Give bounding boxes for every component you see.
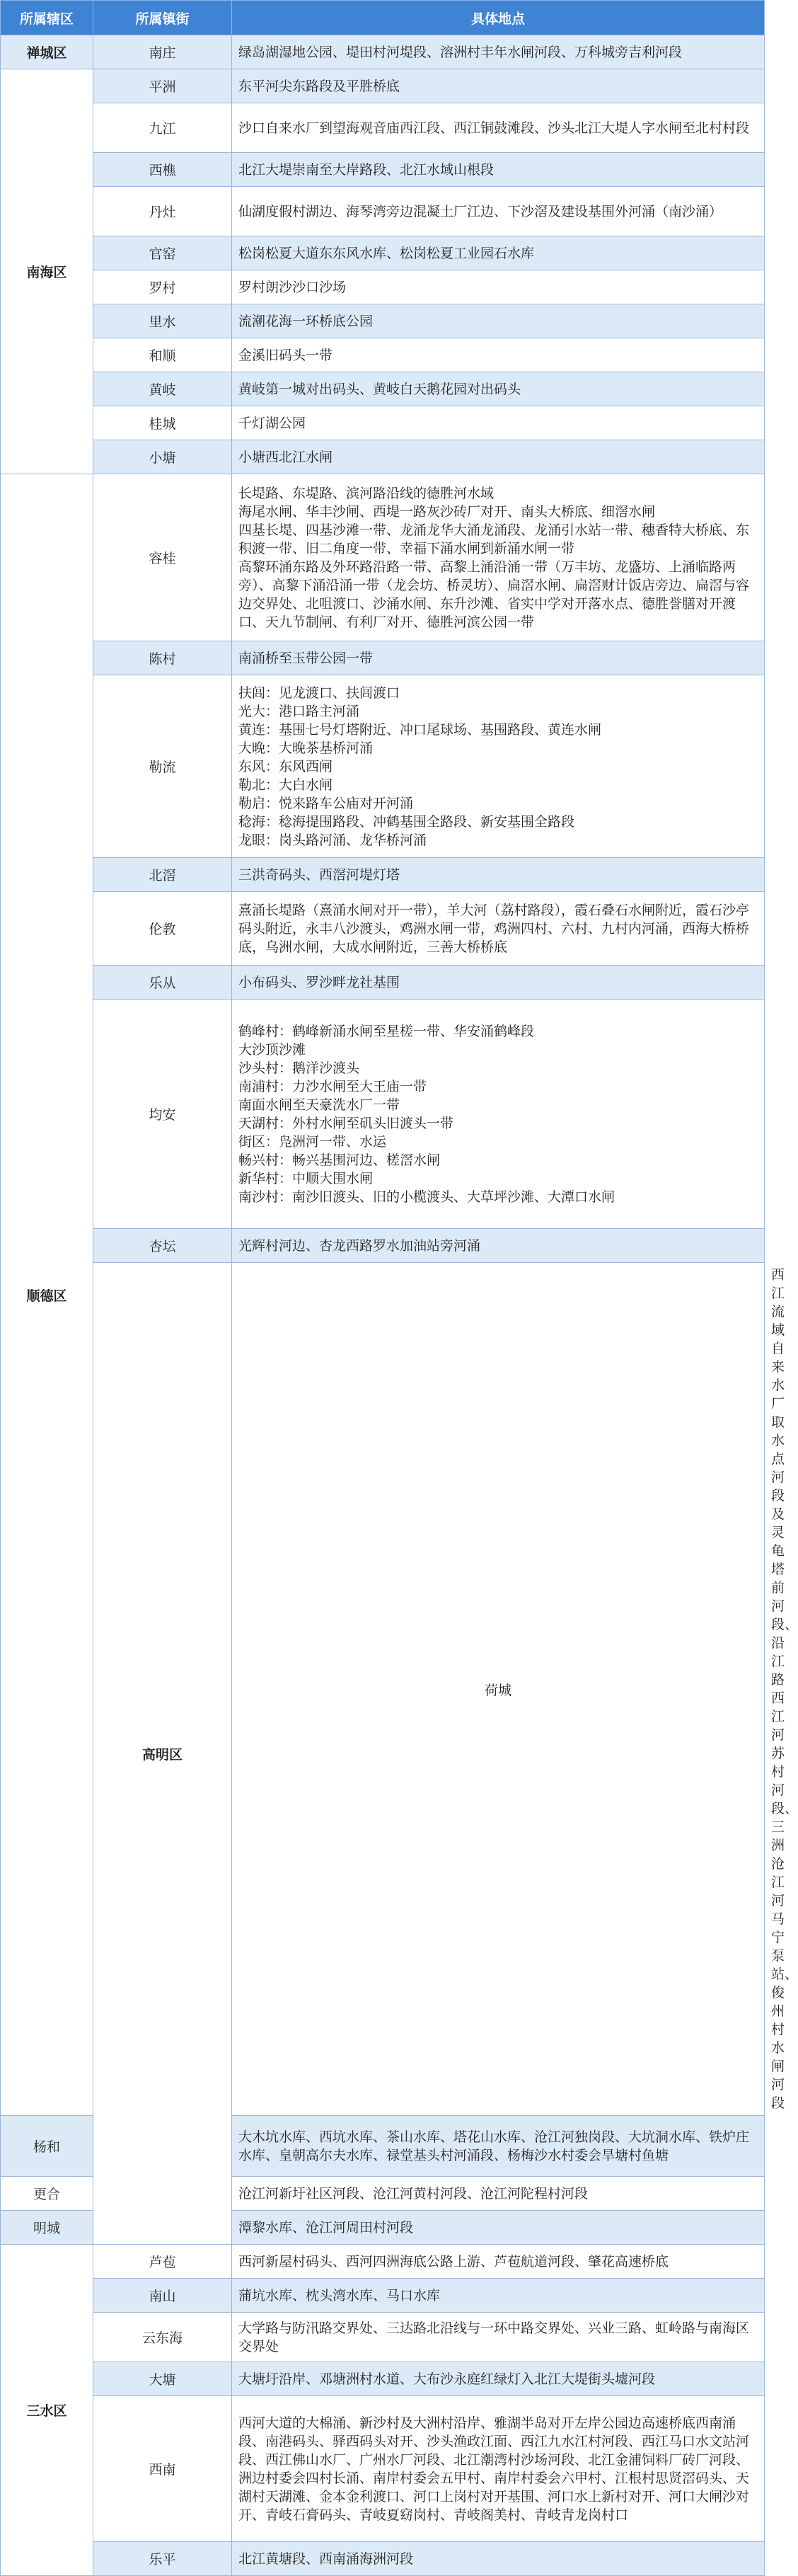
town-cell: 大塘 xyxy=(93,2362,232,2396)
table-row xyxy=(1,966,765,1000)
district-cell: 高明区 xyxy=(93,1263,232,2245)
town-cell: 更合 xyxy=(1,2177,93,2211)
place-cell: 沙口自来水厂到望海观音庙西江段、西江铜鼓滩段、沙头北江大堤人字水闸至北村村段 xyxy=(232,103,765,153)
place-cell: 西河新屋村码头、西河四洲海底公路上游、芦苞航道河段、肇花高速桥底 xyxy=(232,2245,765,2279)
place-cell: 西河大道的大棉涌、新沙村及大洲村沿岸、雅湖半岛对开左岸公园边高速桥底西南涌段、南港码头、驿西码头对开、沙头渔政江面、西江九水江村河段、西江马口水文站河段、西江佛山水厂、广州水厂河段、北江潮湾村沙场河段、北江金浦饲料厂砖厂河段、洲边村委会四村长涌、南岸村委会五甲村、南岸村委会六甲村、江根村思贤滘码头、天湖村天湖滩、金本金利渡口、河口上岗村对开基围、河口水上新村对开、河口大闸沙对开、青岐石膏码头、青岐夏窈岗村、青岐阁美村、青岐青龙岗村口 xyxy=(232,2396,765,2542)
town-cell: 勒流 xyxy=(93,675,232,858)
place-cell: 扶闾：见龙渡口、扶闾渡口 光大：港口路主河涌 黄连：基围七号灯塔附近、冲口尾球场、基围路段、黄连水闸 大晚：大晚茶基桥河涌 东风：东风西闸 勒北：大白水闸 勒启：悦来路车公庙对开河涌 稔海：稔海提围路段、冲鹤基围全路段、新安基围全路段 龙眼：岗头路河涌、龙华桥河涌 xyxy=(232,675,765,858)
place-cell: 仙湖度假村湖边、海琴湾旁边混凝土厂江边、下沙滘及建设基围外河涌（南沙涌） xyxy=(232,187,765,236)
place-cell: 光辉村河边、杏龙西路罗水加油站旁河涌 xyxy=(232,1229,765,1263)
table-row xyxy=(1,103,765,153)
place-cell: 千灯湖公园 xyxy=(232,406,765,440)
place-cell: 松岗松夏大道东东风水库、松岗松夏工业园石水库 xyxy=(232,236,765,270)
place-cell: 罗村朗沙沙口沙场 xyxy=(232,270,765,304)
table-row xyxy=(1,2362,765,2396)
town-cell: 南山 xyxy=(93,2279,232,2313)
place-cell: 北江黄塘段、西南涌海洲河段 xyxy=(232,2542,765,2576)
table-row xyxy=(1,641,765,675)
town-cell: 西樵 xyxy=(93,153,232,187)
place-cell: 鹤峰村：鹤峰新涌水闸至星槎一带、华安涌鹤峰段 大沙顶沙滩 沙头村：鹅洋沙渡头 南浦村：力沙水闸至大王庙一带 南面水闸至天豪洗水厂一带 天湖村：外村水闸至矶头旧渡头一带 街区：凫洲河一带、水运 畅兴村：畅兴基围河边、槎滘水闸 新华村：中顺大围水闸 南沙村：南沙旧渡头、旧的小榄渡头、大草坪沙滩、大潭口水闸 xyxy=(232,1000,765,1229)
district-cell: 禅城区 xyxy=(1,35,93,69)
town-cell: 芦苞 xyxy=(93,2245,232,2279)
town-cell: 桂城 xyxy=(93,406,232,440)
town-cell: 黄岐 xyxy=(93,372,232,406)
place-cell: 流潮花海一环桥底公园 xyxy=(232,304,765,338)
table-row xyxy=(1,304,765,338)
place-cell: 黄岐第一城对出码头、黄岐白天鹅花园对出码头 xyxy=(232,372,765,406)
table-row xyxy=(1,406,765,440)
town-cell: 容桂 xyxy=(93,474,232,641)
town-cell: 和顺 xyxy=(93,338,232,372)
place-cell: 金溪旧码头一带 xyxy=(232,338,765,372)
town-cell: 荷城 xyxy=(232,1263,765,2116)
table-row xyxy=(1,187,765,236)
town-cell: 杏坛 xyxy=(93,1229,232,1263)
place-cell: 大学路与防汛路交界处、三达路北沿线与一环中路交界处、兴业三路、虹岭路与南海区交界处 xyxy=(232,2313,765,2362)
district-cell: 南海区 xyxy=(1,69,93,474)
table-row xyxy=(1,372,765,406)
town-cell: 官窑 xyxy=(93,236,232,270)
district-cell: 三水区 xyxy=(1,2245,93,2576)
town-cell: 陈村 xyxy=(93,641,232,675)
table-row: 高明区 荷城 西江流域自来水厂取水点河段及灵龟塔前河段、沿江路西江河苏村河段、三洲沧江河马宁泵站、俊州村水闸河段 xyxy=(1,1263,765,2116)
table-row xyxy=(1,2542,765,2576)
place-cell: 长堤路、东堤路、滨河路沿线的德胜河水域 海尾水闸、华丰沙闸、西堤一路灰沙砖厂对开、南头大桥底、细滘水闸 四基长堤、四基沙滩一带、龙涌龙华大涌龙涌段、龙涌引水站一带、穗香特大桥底、东积渡一带、旧二角度一带、幸福下涌水闸到新涌水闸一带 高黎环涌东路及外环路沿路一带、高黎上涌沿涌一带（万丰坊、龙盛坊、上涌临路两旁）、高黎下涌沿涌一带（龙会坊、桥灵坊）、扁滘水闸、扁滘财计饭店旁边、扁滘与容边交界处、北咀渡口、沙涌水闸、东升沙滩、省实中学对开落水点、德胜誉膳对开渡口、天九节制闸、有利厂对开、德胜河滨公园一带 xyxy=(232,474,765,641)
table-row xyxy=(1,69,765,103)
town-cell: 西南 xyxy=(93,2396,232,2542)
place-cell: 熹涌长堤路（熹涌水闸对开一带），羊大河（荔村路段），霞石叠石水闸附近，霞石沙亭码头附近，永丰八沙渡头，鸡洲水闸一带，鸡洲四村、六村、九村内河涌，西海大桥桥底，乌洲水闸，大成水闸附近，三善大桥桥底 xyxy=(232,892,765,966)
town-cell: 乐平 xyxy=(93,2542,232,2576)
place-cell: 小布码头、罗沙畔龙社基围 xyxy=(232,966,765,1000)
table-row xyxy=(1,2279,765,2313)
town-cell: 小塘 xyxy=(93,440,232,474)
table-row xyxy=(1,892,765,966)
header-town: 所属镇街 xyxy=(93,1,232,35)
place-cell: 东平河尖东路段及平胜桥底 xyxy=(232,69,765,103)
table-row xyxy=(1,1000,765,1229)
table-row xyxy=(1,338,765,372)
district-cell: 顺德区 xyxy=(1,474,93,2116)
table-row xyxy=(1,2396,765,2542)
place-cell: 北江大堤崇南至大岸路段、北江水域山根段 xyxy=(232,153,765,187)
table-row xyxy=(1,153,765,187)
header-district: 所属辖区 xyxy=(1,1,93,35)
town-cell: 罗村 xyxy=(93,270,232,304)
town-cell: 里水 xyxy=(93,304,232,338)
place-cell: 潭黎水库、沧江河周田村河段 xyxy=(232,2211,765,2245)
town-cell: 九江 xyxy=(93,103,232,153)
place-cell: 大塘圩沿岸、邓塘洲村水道、大布沙永庭红绿灯入北江大堤街头墟河段 xyxy=(232,2362,765,2396)
table-row xyxy=(1,440,765,474)
town-cell: 丹灶 xyxy=(93,187,232,236)
header-place: 具体地点 xyxy=(232,1,765,35)
table-row xyxy=(1,270,765,304)
place-cell: 绿岛湖湿地公园、堤田村河堤段、溶洲村丰年水闸河段、万科城旁吉利河段 xyxy=(232,35,765,69)
table-row xyxy=(1,236,765,270)
place-cell: 大木坑水库、西坑水库、茶山水库、塔花山水库、沧江河独岗段、大坑洞水库、铁炉庄水库、皇朝高尔夫水库、禄堂基头村河涌段、杨梅沙水村委会旱塘村鱼塘 xyxy=(232,2116,765,2177)
table-row xyxy=(1,1229,765,1263)
town-cell: 北滘 xyxy=(93,858,232,892)
place-cell: 沧江河新圩社区河段、沧江河黄村河段、沧江河陀程村河段 xyxy=(232,2177,765,2211)
town-cell: 云东海 xyxy=(93,2313,232,2362)
place-cell: 蒲坑水库、枕头湾水库、马口水库 xyxy=(232,2279,765,2313)
town-cell: 乐从 xyxy=(93,966,232,1000)
town-cell: 杨和 xyxy=(1,2116,93,2177)
table-row xyxy=(1,35,765,69)
table-row xyxy=(1,675,765,858)
place-cell: 小塘西北江水闸 xyxy=(232,440,765,474)
place-cell: 南涌桥至玉带公园一带 xyxy=(232,641,765,675)
table-row xyxy=(1,474,765,641)
town-cell: 平洲 xyxy=(93,69,232,103)
table-row xyxy=(1,858,765,892)
table-row xyxy=(1,2313,765,2362)
town-cell: 明城 xyxy=(1,2211,93,2245)
town-cell: 均安 xyxy=(93,1000,232,1229)
town-cell: 伦教 xyxy=(93,892,232,966)
table-row xyxy=(1,2245,765,2279)
place-cell: 三洪奇码头、西滘河堤灯塔 xyxy=(232,858,765,892)
town-cell: 南庄 xyxy=(93,35,232,69)
table-header-row xyxy=(1,1,765,35)
